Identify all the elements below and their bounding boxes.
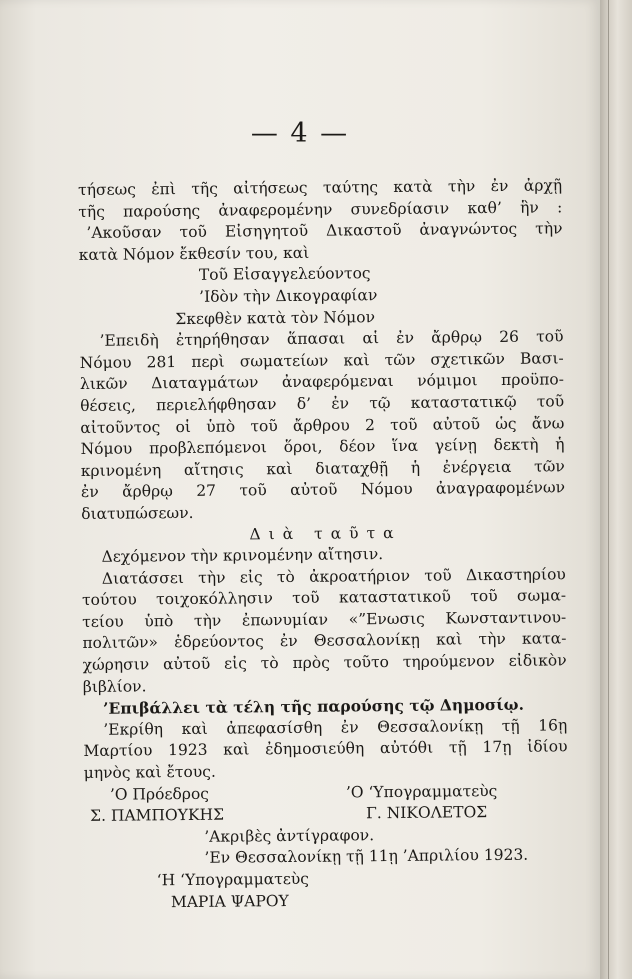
text-line: Μαρτίου 1923 καὶ ἐδημοσιεύθη αὐτόθι τῇ 17ῃ ἰδίου [83, 737, 568, 761]
text-line: τούτου τοιχοκόλλησιν τοῦ καταστατικοῦ τοῦ σωμα- [81, 586, 567, 610]
text-line: πολιτῶν» ἑδρεύοντος ἐν Θεσσαλονίκῃ καὶ τὴν κατα- [82, 629, 567, 653]
text-line: τήσεως ἐπὶ τῆς αἰτήσεως ταύτης κατὰ τὴν ἐν ἀρχῇ [78, 176, 563, 199]
text-line: κρινομένη αἴτησις καὶ διαταχθῇ ἡ ἐνέργεια τῶν [80, 457, 565, 480]
clerk-title: ‘Η ‘Υπογραμματεὺς [156, 869, 310, 890]
text-line: λικῶν Διαταγμάτων ἀναφερόμεναι νόμιμοι προϋπο- [79, 370, 565, 394]
page-edge-line [608, 0, 609, 979]
text-line: ’Ακοῦσαν τοῦ Εἰσηγητοῦ Δικαστοῦ ἀναγνώντος τὴν [86, 219, 563, 243]
certification-line: ’Ακριβὲς ἀντίγραφον. [204, 826, 375, 846]
text-line: Σκεφθὲν κατὰ τὸν Νόμον [175, 307, 376, 328]
text-line: χώρησιν αὐτοῦ εἰς τὸ πρὸς τοῦτο τηρούμενον εἰδικὸν [82, 651, 567, 675]
text-line: ’Επιβάλλει τὰ τέλη τῆς παρούσης τῷ Δημοσίῳ. [102, 694, 525, 719]
text-line: αἰτοῦντος οἱ ὑπὸ τοῦ ἄρθρου 2 τοῦ αὐτοῦ ὡς ἄνω [80, 413, 565, 437]
text-line: βιβλίον. [82, 677, 147, 696]
document-body [78, 175, 569, 914]
text-line: ἐν ἄρθρῳ 27 τοῦ αὐτοῦ Νόμου ἀναγραφομένων [80, 478, 566, 502]
text-line: Τοῦ Εἰσαγγελεύοντος [198, 264, 371, 285]
text-line: Νόμου 281 περὶ σωματείων καὶ τῶν σχετικῶν Βασι- [79, 349, 564, 372]
text-line: τείου ὑπὸ τὴν ἐπωνυμίαν «”Ενωσις Κωνσταντινου- [82, 608, 567, 631]
text-line: διατυπώσεων. [81, 503, 194, 523]
page-edge [600, 0, 632, 979]
text-line: ’Επειδὴ ἐτηρήθησαν ἅπασαι αἱ ἐν ἄρθρῳ 26 τοῦ [99, 327, 564, 350]
text-line: Διατάσσει τὴν εἰς τὸ ἀκροατήριον τοῦ Δικαστηρίου [101, 565, 566, 588]
text-line: ’Εκρίθη καὶ ἀπεφασίσθη ἐν Θεσσαλονίκῃ τῇ 16ῃ [103, 716, 568, 739]
text-line: Νόμου προβλεπόμενοι ὅροι, δέον ἵνα γείνῃ δεκτὴ ἡ [80, 435, 565, 459]
certification-date: ’Εν Θεσσαλονίκῃ τῇ 11ῃ ’Απριλίου 1923. [204, 846, 529, 868]
section-heading: Διὰ ταῦτα [249, 523, 402, 543]
president-title: ’Ο Πρόεδρος [109, 784, 209, 804]
secretary-name: Γ. ΝΙΚΟΛΕΤΟΣ [366, 803, 488, 823]
text-line: κατὰ Νόμον ἔκθεσίν του, καὶ [78, 243, 310, 264]
text-line: ’Ιδὸν τὴν Δικογραφίαν [199, 286, 378, 306]
clerk-name: ΜΑΡΙΑ ΨΑΡΟΥ [170, 891, 289, 911]
secretary-title: ’Ο ‘Υπογραμματεὺς [345, 781, 498, 802]
text-line: μηνὸς καὶ ἔτους. [83, 762, 216, 783]
text-line: θέσεις, περιελήφθησαν δ’ ἐν τῷ καταστατικῷ τοῦ [80, 392, 565, 415]
page-number: — 4 — [250, 118, 350, 149]
text-line: τῆς παρούσης ἀναφερομένην συνεδρίασιν καθ’ ἣν : [78, 197, 563, 221]
text-line: Δεχόμενον τὴν κρινομένην αἴτησιν. [101, 545, 384, 566]
president-name: Σ. ΠΑΜΠΟΥΚΗΣ [90, 805, 225, 826]
